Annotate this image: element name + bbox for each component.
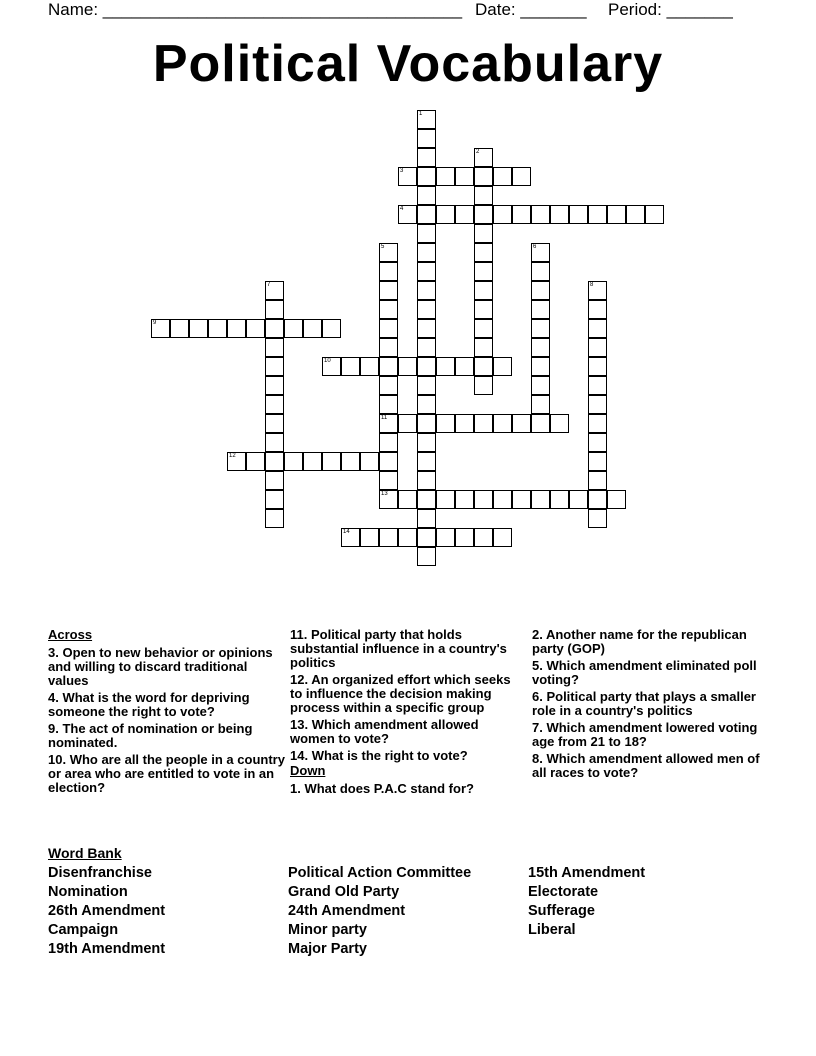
crossword-cell[interactable] xyxy=(531,319,550,338)
crossword-cell[interactable] xyxy=(322,452,341,471)
crossword-cell[interactable] xyxy=(474,490,493,509)
crossword-cell[interactable] xyxy=(379,300,398,319)
crossword-cell[interactable] xyxy=(588,376,607,395)
crossword-cell[interactable] xyxy=(227,319,246,338)
crossword-cell[interactable] xyxy=(455,490,474,509)
clue-number-label: 6 xyxy=(533,244,537,250)
crossword-cell[interactable] xyxy=(588,509,607,528)
clue-down-2 xyxy=(532,628,768,656)
clue-down-5 xyxy=(532,659,768,687)
clue-number-label: 9 xyxy=(153,320,157,326)
crossword-cell[interactable] xyxy=(588,300,607,319)
clue-number: 1. xyxy=(290,781,301,796)
crossword-cell[interactable] xyxy=(284,319,303,338)
crossword-cell[interactable] xyxy=(588,490,607,509)
word-bank-item: Major Party xyxy=(288,941,367,957)
clue-text: What does P.A.C stand for? xyxy=(300,781,474,796)
crossword-cell[interactable] xyxy=(417,452,436,471)
crossword-cell[interactable] xyxy=(512,414,531,433)
crossword-cell[interactable] xyxy=(322,357,341,376)
crossword-cell[interactable] xyxy=(493,528,512,547)
crossword-cell[interactable] xyxy=(493,490,512,509)
clue-number-label: 8 xyxy=(590,282,594,288)
crossword-cell[interactable] xyxy=(265,414,284,433)
crossword-cell[interactable] xyxy=(512,490,531,509)
crossword-cell[interactable] xyxy=(379,452,398,471)
clue-number: 4. xyxy=(48,690,59,705)
crossword-cell[interactable] xyxy=(474,167,493,186)
clue-number-label: 1 xyxy=(419,111,423,117)
clue-text: The act of nomination or being nominated. xyxy=(48,721,253,750)
page-title: Political Vocabulary xyxy=(152,35,664,93)
crossword-cell[interactable] xyxy=(265,490,284,509)
crossword-cell[interactable] xyxy=(417,433,436,452)
crossword-cell[interactable] xyxy=(360,357,379,376)
crossword-cell[interactable] xyxy=(284,452,303,471)
crossword-cell[interactable] xyxy=(455,528,474,547)
crossword-cell[interactable] xyxy=(588,319,607,338)
clue-number: 6. xyxy=(532,689,543,704)
crossword-cell[interactable] xyxy=(379,433,398,452)
crossword-cell[interactable] xyxy=(531,490,550,509)
crossword-cell[interactable] xyxy=(607,490,626,509)
crossword-cell[interactable] xyxy=(550,205,569,224)
crossword-cell[interactable] xyxy=(645,205,664,224)
crossword-cell[interactable] xyxy=(474,300,493,319)
crossword-cell[interactable] xyxy=(493,167,512,186)
crossword-cell[interactable] xyxy=(474,338,493,357)
crossword-cell[interactable] xyxy=(303,319,322,338)
clue-across-4 xyxy=(48,691,286,719)
clue-number: 14. xyxy=(290,748,309,763)
crossword-cell[interactable] xyxy=(379,528,398,547)
crossword-cell[interactable] xyxy=(379,357,398,376)
crossword-cell[interactable] xyxy=(341,452,360,471)
clue-number-label: 4 xyxy=(400,206,404,212)
clue-number: 3. xyxy=(48,645,59,660)
clue-number: 11. xyxy=(290,627,308,642)
crossword-cell[interactable] xyxy=(436,490,455,509)
crossword-cell[interactable] xyxy=(455,414,474,433)
crossword-cell[interactable] xyxy=(531,205,550,224)
clue-down-1 xyxy=(290,782,522,796)
crossword-cell[interactable] xyxy=(417,243,436,262)
crossword-cell[interactable] xyxy=(265,433,284,452)
crossword-cell[interactable] xyxy=(588,471,607,490)
word-bank-item: 26th Amendment xyxy=(48,903,166,919)
crossword-cell[interactable] xyxy=(531,414,550,433)
crossword-cell[interactable] xyxy=(455,357,474,376)
crossword-cell[interactable] xyxy=(417,167,436,186)
crossword-cell[interactable] xyxy=(474,376,493,395)
crossword-cell[interactable] xyxy=(569,490,588,509)
clue-number-label: 14 xyxy=(343,529,350,535)
crossword-cell[interactable] xyxy=(436,357,455,376)
crossword-cell[interactable] xyxy=(512,167,531,186)
crossword-cell[interactable] xyxy=(398,357,417,376)
clue-text: Which amendment lowered voting age from 21 to 18? xyxy=(532,720,758,749)
crossword-cell[interactable] xyxy=(417,186,436,205)
clue-number: 7. xyxy=(532,720,543,735)
clues-column-1 xyxy=(48,628,286,798)
crossword-cell[interactable] xyxy=(474,262,493,281)
crossword-cell[interactable] xyxy=(170,319,189,338)
crossword-cell[interactable] xyxy=(474,319,493,338)
clue-text: What is the word for depriving someone the right to vote? xyxy=(48,690,250,719)
crossword-cell[interactable] xyxy=(417,205,436,224)
word-bank-item: Sufferage xyxy=(528,903,595,919)
crossword-cell[interactable] xyxy=(417,129,436,148)
word-bank-column-2 xyxy=(288,864,471,959)
down-heading: Down xyxy=(290,763,326,778)
crossword-cell[interactable] xyxy=(588,395,607,414)
crossword-cell[interactable] xyxy=(246,452,265,471)
name-field[interactable]: Name: ______________________________________ xyxy=(48,0,463,19)
crossword-cell[interactable] xyxy=(265,281,284,300)
clue-text: Open to new behavior or opinions and willing to discard traditional values xyxy=(48,645,273,688)
clue-number-label: 12 xyxy=(229,453,236,459)
crossword-cell[interactable] xyxy=(265,300,284,319)
word-bank-item: Grand Old Party xyxy=(288,884,400,900)
clue-text: Political party that holds substantial influence in a country's politics xyxy=(290,627,507,670)
crossword-cell[interactable] xyxy=(417,490,436,509)
crossword-cell[interactable] xyxy=(531,376,550,395)
clue-down-7 xyxy=(532,721,768,749)
clue-across-11 xyxy=(290,628,522,670)
word-bank-item: 15th Amendment xyxy=(528,865,646,881)
clue-text: Who are all the people in a country or area who are entitled to vote in an election? xyxy=(48,752,285,795)
word-bank-item: Electorate xyxy=(528,884,599,900)
crossword-cell[interactable] xyxy=(588,205,607,224)
clue-number: 8. xyxy=(532,751,543,766)
clue-number-label: 10 xyxy=(324,358,331,364)
clue-across-10 xyxy=(48,753,286,795)
crossword-cell[interactable] xyxy=(379,471,398,490)
crossword-cell[interactable] xyxy=(265,338,284,357)
crossword-cell[interactable] xyxy=(531,357,550,376)
crossword-cell[interactable] xyxy=(436,414,455,433)
crossword-cell[interactable] xyxy=(189,319,208,338)
word-bank-item: Disenfranchise xyxy=(48,865,152,881)
date-field[interactable]: Date: _______ xyxy=(475,0,587,19)
crossword-cell[interactable] xyxy=(398,490,417,509)
crossword-cell[interactable] xyxy=(417,300,436,319)
period-field[interactable]: Period: _______ xyxy=(608,0,733,19)
clue-number: 5. xyxy=(532,658,543,673)
crossword-cell[interactable] xyxy=(607,205,626,224)
clue-number: 12. xyxy=(290,672,309,687)
crossword-cell[interactable] xyxy=(417,224,436,243)
crossword-cell[interactable] xyxy=(588,357,607,376)
word-bank-item: Nomination xyxy=(48,884,128,900)
crossword-cell[interactable] xyxy=(588,414,607,433)
clue-text: An organized effort which seeks to influence the decision making process within a specific group xyxy=(290,672,511,715)
crossword-cell[interactable] xyxy=(474,205,493,224)
crossword-cell[interactable] xyxy=(265,471,284,490)
crossword-cell[interactable] xyxy=(379,395,398,414)
crossword-cell[interactable] xyxy=(208,319,227,338)
crossword-cell[interactable] xyxy=(493,205,512,224)
crossword-cell[interactable] xyxy=(474,281,493,300)
crossword-cell[interactable] xyxy=(379,262,398,281)
crossword-cell[interactable] xyxy=(417,319,436,338)
crossword-cell[interactable] xyxy=(493,414,512,433)
word-bank-item: 24th Amendment xyxy=(288,903,406,919)
crossword-cell[interactable] xyxy=(588,433,607,452)
crossword-cell[interactable] xyxy=(531,281,550,300)
crossword-cell[interactable] xyxy=(379,338,398,357)
crossword-cell[interactable] xyxy=(265,452,284,471)
word-bank-item: 19th Amendment xyxy=(48,941,166,957)
crossword-cell[interactable] xyxy=(474,186,493,205)
clue-across-14 xyxy=(290,749,522,763)
crossword-cell[interactable] xyxy=(379,490,398,509)
clue-across-13 xyxy=(290,718,522,746)
word-bank-item: Minor party xyxy=(288,922,367,938)
word-bank-item: Political Action Committee xyxy=(288,865,472,881)
crossword-cell[interactable] xyxy=(265,395,284,414)
crossword-cell[interactable] xyxy=(379,281,398,300)
clue-across-3 xyxy=(48,646,286,688)
crossword-cell[interactable] xyxy=(417,148,436,167)
word-bank-heading: Word Bank xyxy=(48,845,122,861)
crossword-cell[interactable] xyxy=(417,110,436,129)
crossword-cell[interactable] xyxy=(398,528,417,547)
clue-number: 10. xyxy=(48,752,67,767)
crossword-cell[interactable] xyxy=(417,376,436,395)
crossword-cell[interactable] xyxy=(227,452,246,471)
crossword-cell[interactable] xyxy=(436,528,455,547)
crossword-cell[interactable] xyxy=(455,167,474,186)
crossword-cell[interactable] xyxy=(474,414,493,433)
clue-number-label: 2 xyxy=(476,149,480,155)
crossword-cell[interactable] xyxy=(265,376,284,395)
crossword-cell[interactable] xyxy=(341,528,360,547)
crossword-cell[interactable] xyxy=(455,205,474,224)
crossword-cell[interactable] xyxy=(398,414,417,433)
crossword-cell[interactable] xyxy=(417,509,436,528)
crossword-cell[interactable] xyxy=(417,281,436,300)
crossword-cell[interactable] xyxy=(588,452,607,471)
crossword-cell[interactable] xyxy=(379,376,398,395)
crossword-cell[interactable] xyxy=(531,243,550,262)
crossword-cell[interactable] xyxy=(436,205,455,224)
crossword-cell[interactable] xyxy=(360,452,379,471)
crossword-cell[interactable] xyxy=(341,357,360,376)
crossword-cell[interactable] xyxy=(474,148,493,167)
word-bank-column-3 xyxy=(528,864,645,940)
crossword-cell[interactable] xyxy=(417,528,436,547)
crossword-cell[interactable] xyxy=(379,414,398,433)
clue-across-9 xyxy=(48,722,286,750)
clue-number: 2. xyxy=(532,627,543,642)
crossword-cell[interactable] xyxy=(398,167,417,186)
across-heading: Across xyxy=(48,627,93,642)
clue-number-label: 3 xyxy=(400,168,404,174)
crossword-cell[interactable] xyxy=(474,357,493,376)
crossword-cell[interactable] xyxy=(531,262,550,281)
clue-down-6 xyxy=(532,690,768,718)
crossword-cell[interactable] xyxy=(474,224,493,243)
clue-number: 9. xyxy=(48,721,59,736)
crossword-cell[interactable] xyxy=(398,205,417,224)
crossword-cell[interactable] xyxy=(531,338,550,357)
clue-text: What is the right to vote? xyxy=(308,748,468,763)
clue-text: Which amendment allowed men of all races to vote? xyxy=(532,751,760,780)
crossword-cell[interactable] xyxy=(265,357,284,376)
crossword-cell[interactable] xyxy=(417,338,436,357)
crossword-cell[interactable] xyxy=(417,395,436,414)
crossword-cell[interactable] xyxy=(550,414,569,433)
crossword-cell[interactable] xyxy=(417,262,436,281)
clues-column-2 xyxy=(290,628,522,799)
crossword-cell[interactable] xyxy=(569,205,588,224)
clue-number-label: 13 xyxy=(381,491,388,497)
clue-text: Which amendment eliminated poll voting? xyxy=(532,658,757,687)
word-bank-item: Campaign xyxy=(48,922,119,938)
crossword-cell[interactable] xyxy=(417,471,436,490)
crossword-cell[interactable] xyxy=(417,357,436,376)
crossword-cell[interactable] xyxy=(322,319,341,338)
clue-text: Political party that plays a smaller role in a country's politics xyxy=(532,689,756,718)
crossword-cell[interactable] xyxy=(474,243,493,262)
crossword-cell[interactable] xyxy=(417,414,436,433)
crossword-cell[interactable] xyxy=(265,319,284,338)
clue-text: Which amendment allowed women to vote? xyxy=(290,717,479,746)
clue-number: 13. xyxy=(290,717,309,732)
crossword-cell[interactable] xyxy=(493,357,512,376)
crossword-cell[interactable] xyxy=(512,205,531,224)
crossword-cell[interactable] xyxy=(588,338,607,357)
clue-number-label: 7 xyxy=(267,282,271,288)
crossword-cell[interactable] xyxy=(360,528,379,547)
crossword-cell[interactable] xyxy=(303,452,322,471)
crossword-cell[interactable] xyxy=(246,319,265,338)
crossword-cell[interactable] xyxy=(151,319,170,338)
clue-number-label: 5 xyxy=(381,244,385,250)
crossword-cell[interactable] xyxy=(550,490,569,509)
crossword-cell[interactable] xyxy=(531,300,550,319)
clue-text: Another name for the republican party (GOP) xyxy=(532,627,747,656)
crossword-cell[interactable] xyxy=(588,281,607,300)
crossword-cell[interactable] xyxy=(379,319,398,338)
word-bank-item: Liberal xyxy=(528,922,576,938)
crossword-cell[interactable] xyxy=(626,205,645,224)
crossword-cell[interactable] xyxy=(417,547,436,566)
crossword-cell[interactable] xyxy=(379,243,398,262)
crossword-cell[interactable] xyxy=(265,509,284,528)
clue-down-8 xyxy=(532,752,768,780)
clues-column-3 xyxy=(532,628,768,783)
clue-number-label: 11 xyxy=(381,415,388,421)
crossword-cell[interactable] xyxy=(474,528,493,547)
crossword-cell[interactable] xyxy=(436,167,455,186)
clue-across-12 xyxy=(290,673,522,715)
word-bank-column-1 xyxy=(48,864,165,959)
crossword-cell[interactable] xyxy=(531,395,550,414)
